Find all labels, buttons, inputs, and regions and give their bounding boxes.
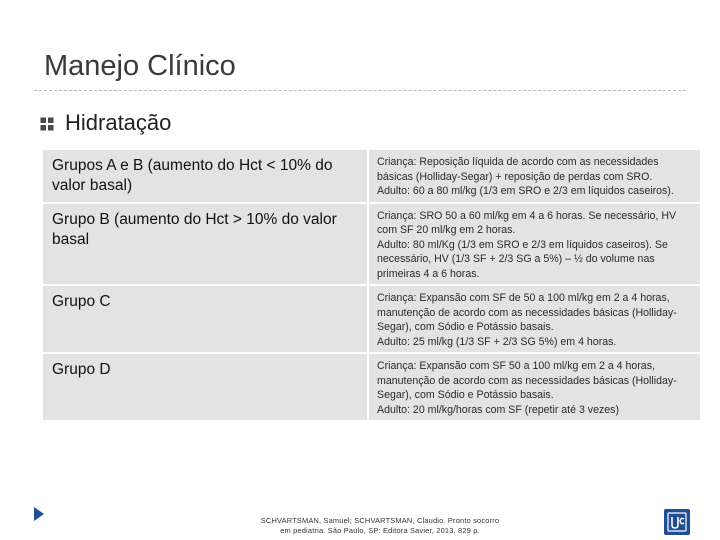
child-detail: Criança: SRO 50 a 60 ml/kg em 4 a 6 horas. Se necessário, HV com SF 20 ml/kg em 2 horas.: [377, 209, 677, 236]
table-row: [42, 285, 701, 353]
table-row: [42, 203, 701, 286]
child-detail: Criança: Expansão com SF de 50 a 100 ml/kg em 2 a 4 horas, manutenção de acordo com as necessidades básicas (Holliday-Segar), com Sódio e Potássio basais.: [377, 292, 677, 333]
reference-line: em pediatria. São Paulo, SP: Editora Savier, 2013. 829 p.: [280, 525, 480, 535]
detail-cell: [368, 353, 701, 421]
reference-line: SCHVARTSMAN, Samuel; SCHVARTSMAN, Claudio. Pronto socorro: [260, 516, 500, 525]
table-row: [42, 353, 701, 421]
child-detail: Criança: Expansão com SF 50 a 100 ml/kg em 2 a 4 horas, manutenção de acordo com as necessidades básicas (Holliday-Segar), com Sódio e Potássio basais.: [377, 360, 677, 401]
reference-citation: [230, 516, 530, 535]
bullet-item: [40, 110, 171, 136]
detail-cell: [368, 149, 701, 203]
adult-detail: Adulto: 20 ml/kg/horas com SF (repetir até 3 vezes): [377, 403, 619, 416]
group-cell: Grupo D: [42, 353, 368, 421]
page-title: Manejo Clínico: [44, 50, 236, 82]
university-logo-icon: [664, 509, 690, 535]
detail-cell: [368, 285, 701, 353]
group-cell: Grupos A e B (aumento do Hct < 10% do valor basal): [42, 149, 368, 203]
group-cell: Grupo C: [42, 285, 368, 353]
adult-detail: Adulto: 25 ml/kg (1/3 SF + 2/3 SG 5%) em 4 horas.: [377, 335, 617, 348]
hydration-table: [41, 148, 702, 422]
title-divider: [34, 90, 686, 91]
adult-detail: Adulto: 80 ml/Kg (1/3 em SRO e 2/3 em líquidos caseiros). Se necessário, HV (1/3 SF + 2/3 SG a 5%) – ½ do volume nas primeiras 4 a 6 horas.: [377, 238, 668, 280]
bullet-text: Hidratação: [65, 110, 172, 135]
detail-cell: [368, 203, 701, 286]
play-triangle-icon[interactable]: [33, 506, 45, 522]
child-detail: Criança: Reposição líquida de acordo com as necessidades básicas (Holliday-Segar) + reposição de perdas com SRO.: [377, 156, 659, 183]
group-cell: Grupo B (aumento do Hct > 10% do valor basal: [42, 203, 368, 286]
square-bullet-icon: [40, 117, 54, 131]
adult-detail: Adulto: 60 a 80 ml/kg (1/3 em SRO e 2/3 em líquidos caseiros).: [377, 185, 674, 197]
table-row: [42, 149, 701, 203]
